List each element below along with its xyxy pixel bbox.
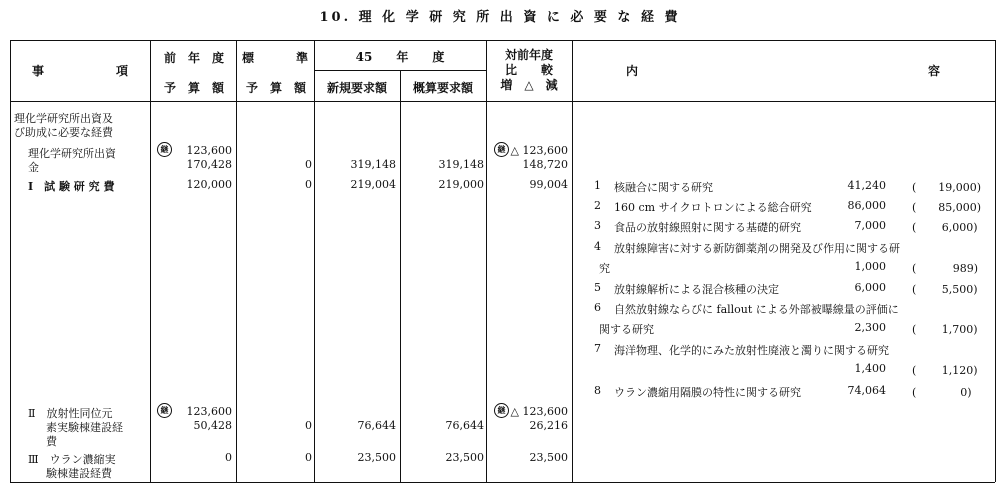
estimate-request: 23,500 [445,451,484,464]
estimate-request: 319,148 [438,158,484,171]
col-rule [486,40,487,482]
row-label: 素実験棟建設経 [46,421,123,434]
content-amount: 6,000 [854,281,886,294]
continuation-mark: 継 [157,403,172,418]
table-bottom-rule [10,482,995,483]
content-no: 5 [594,281,601,294]
col-rule [400,70,401,482]
row-label: 費 [46,435,57,448]
content-amount: 7,000 [854,219,886,232]
content-text: 160 cm サイクロトロンによる総合研究 [614,201,812,214]
content-no: 7 [594,342,601,355]
content-amount: 41,240 [847,179,886,192]
content-text: 放射線解析による混合核種の決定 [614,283,779,296]
col-rule [150,40,151,482]
row-label: 理化学研究所出資及 [14,112,113,125]
content-amount: 1,400 [854,362,886,375]
header-hyo: 標 [242,51,255,65]
col-rule [236,40,237,482]
std-budget: 0 [305,451,312,464]
content-amount: 2,300 [854,321,886,334]
header-bottom-rule [10,101,995,102]
row-label: Ⅱ 放射性同位元 [28,407,113,420]
content-amount: 74,064 [847,384,886,397]
yoy-diff: 23,500 [529,451,568,464]
header-taizen: 対前年度 [504,48,553,62]
yoy-diff: △ 123,600 [510,144,568,157]
content-paren: ( 85,000) [912,201,982,214]
estimate-request: 76,644 [445,419,484,432]
row-label: Ⅲ ウラン濃縮実 [28,453,116,466]
new-request: 219,004 [350,178,396,191]
content-text: 放射線障害に対する新防御薬剤の開発及び作用に関する研 [614,242,900,255]
continuation-mark: 継 [494,142,509,157]
new-request: 23,500 [357,451,396,464]
content-no: 8 [594,384,601,397]
col-rule [10,40,11,482]
new-request: 76,644 [357,419,396,432]
row-label: Ⅰ 試 験 研 究 費 [28,180,115,193]
content-text: 関する研究 [599,323,654,336]
prev-budget: 50,428 [193,419,232,432]
header-jikou: 事 [32,64,45,78]
content-paren: ( 1,700) [912,323,978,336]
row-label: 理化学研究所出資 [28,147,116,160]
col-rule [572,40,573,482]
content-paren: ( 19,000) [912,181,982,194]
content-paren: ( 5,500) [912,283,978,296]
table-top-rule [10,40,995,41]
content-text: 海洋物理、化学的にみた放射性廃液と濁りに関する研究 [614,344,889,357]
std-budget: 0 [305,158,312,171]
header-uchi: 内 [626,64,639,78]
content-no: 1 [594,179,601,192]
prev-budget: 123,600 [186,405,232,418]
row-label: び助成に必要な経費 [14,126,113,139]
std-budget: 0 [305,419,312,432]
content-paren: ( 0) [912,386,972,399]
prev-budget: 120,000 [186,178,232,191]
content-text: 食品の放射線照射に関する基礎的研究 [614,221,801,234]
header-yosan2: 予 算 額 [245,81,306,95]
prev-budget: 123,600 [186,144,232,157]
header-zougen: 増 △ 減 [500,78,558,92]
col-rule [314,40,315,482]
content-amount: 86,000 [847,199,886,212]
estimate-request: 219,000 [438,178,484,191]
header-hikaku: 比 較 [504,63,553,77]
content-paren: ( 989) [912,262,979,275]
content-no: 4 [594,240,601,253]
content-paren: ( 1,120) [912,364,978,377]
col-rule [995,40,996,482]
yoy-diff: 148,720 [522,158,568,171]
yoy-diff: 99,004 [529,178,568,191]
content-no: 6 [594,301,601,314]
header-jun: 準 [296,51,309,65]
content-text: 究 [599,262,610,275]
prev-budget: 170,428 [186,158,232,171]
content-text: 自然放射線ならびに fallout による外部被曝線量の評価に [614,303,899,316]
row-label: 験棟建設経費 [46,467,112,480]
std-budget: 0 [305,178,312,191]
content-no: 3 [594,219,601,232]
header-gaisan: 概算要求額 [412,81,473,95]
header-jikou: 項 [116,64,129,78]
new-request: 319,148 [350,158,396,171]
content-no: 2 [594,199,601,212]
yoy-diff: 26,216 [529,419,568,432]
header-shinki: 新規要求額 [326,81,387,95]
content-text: ウラン濃縮用隔膜の特性に関する研究 [614,386,801,399]
header-zen: 前 年 度 [163,51,224,65]
content-text: 核融合に関する研究 [614,181,713,194]
continuation-mark: 継 [494,403,509,418]
header-fy45: 45 年 度 [355,50,445,64]
header-you: 容 [928,64,941,78]
page-title: 10. 理 化 学 研 究 所 出 資 に 必 要 な 経 費 [319,10,681,25]
continuation-mark: 継 [157,142,172,157]
row-label: 金 [28,161,39,174]
yoy-diff: △ 123,600 [510,405,568,418]
content-paren: ( 6,000) [912,221,978,234]
content-amount: 1,000 [854,260,886,273]
header-yosan: 予 算 額 [163,81,224,95]
prev-budget: 0 [225,451,232,464]
